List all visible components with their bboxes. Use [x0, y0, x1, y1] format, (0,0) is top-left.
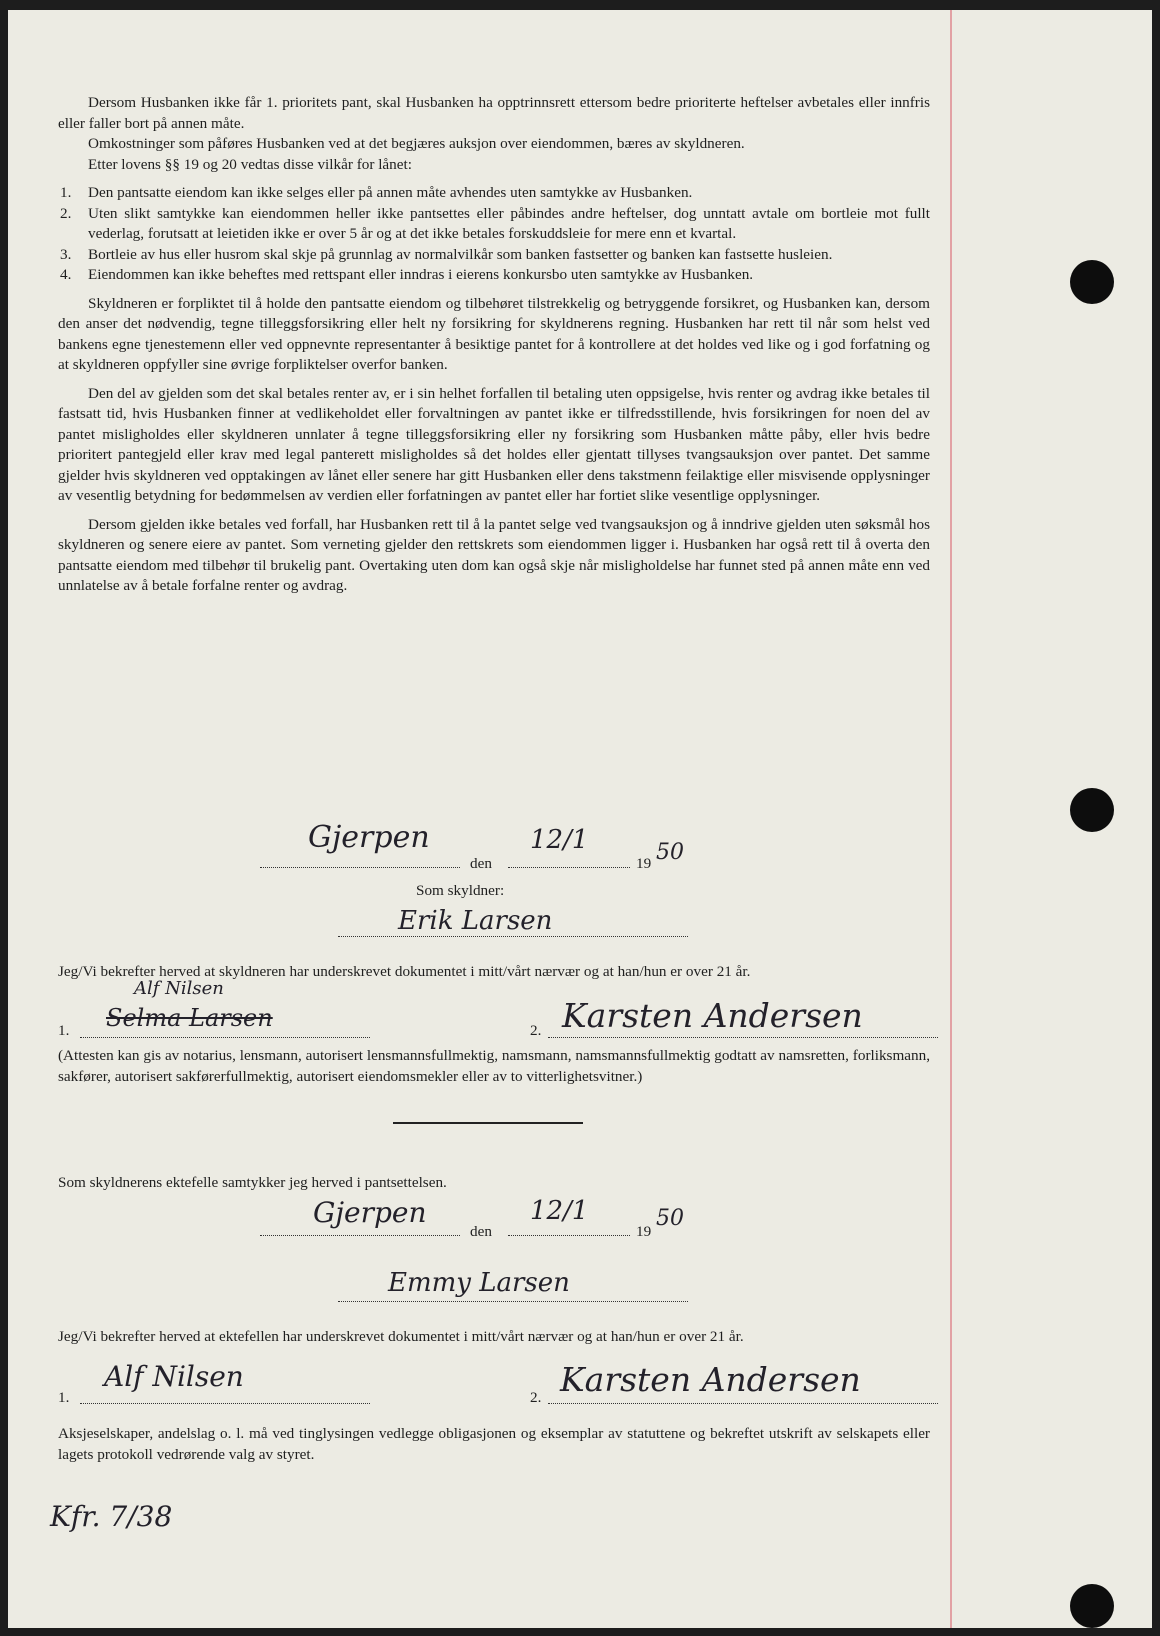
spouse-witness2-signature: Karsten Andersen	[560, 1360, 861, 1399]
intro-paragraph-1: Dersom Husbanken ikke får 1. prioritets pant, skal Husbanken ha opptrinnsrett ettersom bedre prioriterte heftelser avbetales eller innfris eller faller bort på annen måte.	[58, 94, 930, 132]
section-divider	[393, 1122, 583, 1124]
witness1-number: 1.	[58, 1022, 70, 1039]
foreclosure-paragraph: Dersom gjelden ikke betales ved forfall, har Husbanken rett til å la pantet selge ved tvangsauksjon og å inndrive gjelden uten søksmål hos skyldneren og senere eiere av pantet. Som verneting gjelder den rettskrets som eiendommen ligger i. Husbanken har også rett til å overta den pantsatte eiendom med tilbehør til brukelig pant. Overtaking uten dom kan også skje når misligholdelse har funnet sted på annen måte enn ved unnlatelse av å betale forfalne renter og avdrag.	[58, 515, 930, 594]
condition-item: 2. Uten slikt samtykke kan eiendommen heller ikke pantsettes eller påbindes andre heftelser, dog unntatt avtale om bortleie mot fullt vederlag, forutsatt at leietiden ikke er over 5 år og at det ikke betales forskuddsleie for mere enn et kvartal.	[60, 204, 930, 242]
debtor-role-label: Som skyldner:	[416, 882, 505, 899]
spouse-witness2-number: 2.	[530, 1389, 542, 1406]
margin-annotation: Kfr. 7/38	[50, 1500, 173, 1533]
place-dotted-line	[260, 866, 460, 868]
spouse-year-prefix: 19	[636, 1223, 652, 1240]
spouse-witness1-signature: Alf Nilsen	[104, 1360, 244, 1393]
witness2-line	[548, 1036, 938, 1038]
date-dotted-line	[508, 866, 630, 868]
spouse-consent: Som skyldnerens ektefelle samtykker jeg herved i pantsettelsen.	[58, 1174, 447, 1191]
red-margin-line	[950, 10, 952, 1628]
debtor-signature: Erik Larsen	[398, 906, 553, 936]
intro-paragraph-2: Omkostninger som påføres Husbanken ved at det begjæres auksjon over eiendommen, bæres av skyldneren.	[88, 135, 745, 152]
witness1-struck-signature: Selma Larsen	[106, 1004, 273, 1032]
spouse-witness1-number: 1.	[58, 1389, 70, 1406]
spouse-signature: Emmy Larsen	[388, 1268, 570, 1298]
spouse-signature-line	[338, 1300, 688, 1302]
spouse-witness-confirmation: Jeg/Vi bekrefter herved at ektefellen har underskrevet dokumentet i mitt/vårt nærvær og at han/hun er over 21 år.	[58, 1328, 744, 1345]
punch-hole-middle	[1070, 788, 1114, 832]
year-handwritten: 50	[656, 840, 684, 865]
date-handwritten: 12/1	[530, 825, 589, 855]
spouse-witness1-line	[80, 1402, 370, 1404]
witness1-line	[80, 1036, 370, 1038]
punch-hole-bottom	[1070, 1584, 1114, 1628]
spouse-place-handwritten: Gjerpen	[313, 1196, 427, 1229]
condition-item: 3. Bortleie av hus eller husrom skal skje på grunnlag av normalvilkår som banken fastsetter og banken kan fastsette husleien.	[60, 245, 833, 263]
place-handwritten: Gjerpen	[308, 820, 430, 855]
witness2-signature: Karsten Andersen	[562, 996, 863, 1035]
intro-paragraph-3: Etter lovens §§ 19 og 20 vedtas disse vilkår for lånet:	[88, 155, 412, 173]
spouse-year-handwritten: 50	[656, 1206, 684, 1231]
punch-hole-top	[1070, 260, 1114, 304]
spouse-place-dotted-line	[260, 1234, 460, 1236]
default-paragraph: Den del av gjelden som det skal betales renter av, er i sin helhet forfallen til betaling uten oppsigelse, hvis renter og avdrag ikke betales til fastsatt tid, hvis Husbanken finner at vedlikeholdet eller forvaltningen av pantet ikke er tilfredsstillende, hvis forsikringen for noen del av pantet misligholdes eller skyldneren unnlater å tegne tilleggsforsikring eller ny forsikring som Husbanken måtte påby, eller hvis bedre prioritert pantegjeld eller krav med legal panterett misligholdes så det holdes eller gjentatt tillyses tvangsauksjon over pantet. Det samme gjelder hvis skyldneren ved opptakingen av lånet eller senere har gitt Husbanken eller dens takstmenn feilaktige eller misvisende opplysninger av vesentlig betydning for bedømmelsen av verdien eller forfatningen av pantet eller har fortiet slike vesentlige opplysninger.	[58, 384, 930, 504]
terms-text	[58, 93, 930, 597]
attestation-note: (Attesten kan gis av notarius, lensmann, autorisert lensmannsfullmektig, namsmann, namsmannsfullmektig godtatt av namsretten, forliksmann, sakfører, autorisert sakførerfullmektig, autorisert eiendomsmekler eller av to vitterlighetsvitner.)	[58, 1047, 930, 1085]
condition-item: 4. Eiendommen kan ikke beheftes med rettspant eller inndras i eierens konkursbo uten samtykke av Husbanken.	[60, 266, 754, 283]
year-prefix: 19	[636, 855, 652, 872]
spouse-witness2-line	[548, 1402, 938, 1404]
insurance-paragraph: Skyldneren er forpliktet til å holde den pantsatte eiendom og tilbehøret tilstrekkelig og betryggende forsikret, og Husbanken kan, dersom den anser det nødvendig, tegne tilleggsforsikring eller helt ny forsikring for skyldnerens regning. Husbanken har rett til når som helst ved bankens egne tjenestemenn eller ved oppnevnte representanter å besiktige pantet for å kontrollere at det holdes ved like og i god forfatning og at skyldneren oppfyller sine øvrige forpliktelser overfor banken.	[58, 294, 930, 373]
condition-item: 1. Den pantsatte eiendom kan ikke selges eller på annen måte avhendes uten samtykke av Husbanken.	[60, 184, 693, 201]
footer-note: Aksjeselskaper, andelslag o. l. må ved tinglysingen vedlegge obligasjonen og eksemplar av statuttene og bekreftet utskrift av selskapets eller lagets protokoll vedrørende valg av styret.	[58, 1425, 930, 1463]
document-page	[8, 10, 1152, 1628]
conditions-list	[58, 183, 930, 286]
witness2-number: 2.	[530, 1022, 542, 1039]
spouse-date-dotted-line	[508, 1234, 630, 1236]
spouse-date-handwritten: 12/1	[530, 1196, 589, 1226]
debtor-witness-confirmation: Jeg/Vi bekrefter herved at skyldneren har underskrevet dokumentet i mitt/vårt nærvær og at han/hun er over 21 år.	[58, 963, 751, 980]
den-label: den	[470, 855, 492, 872]
witness1-signature: Alf Nilsen	[134, 978, 224, 999]
spouse-den-label: den	[470, 1223, 492, 1240]
